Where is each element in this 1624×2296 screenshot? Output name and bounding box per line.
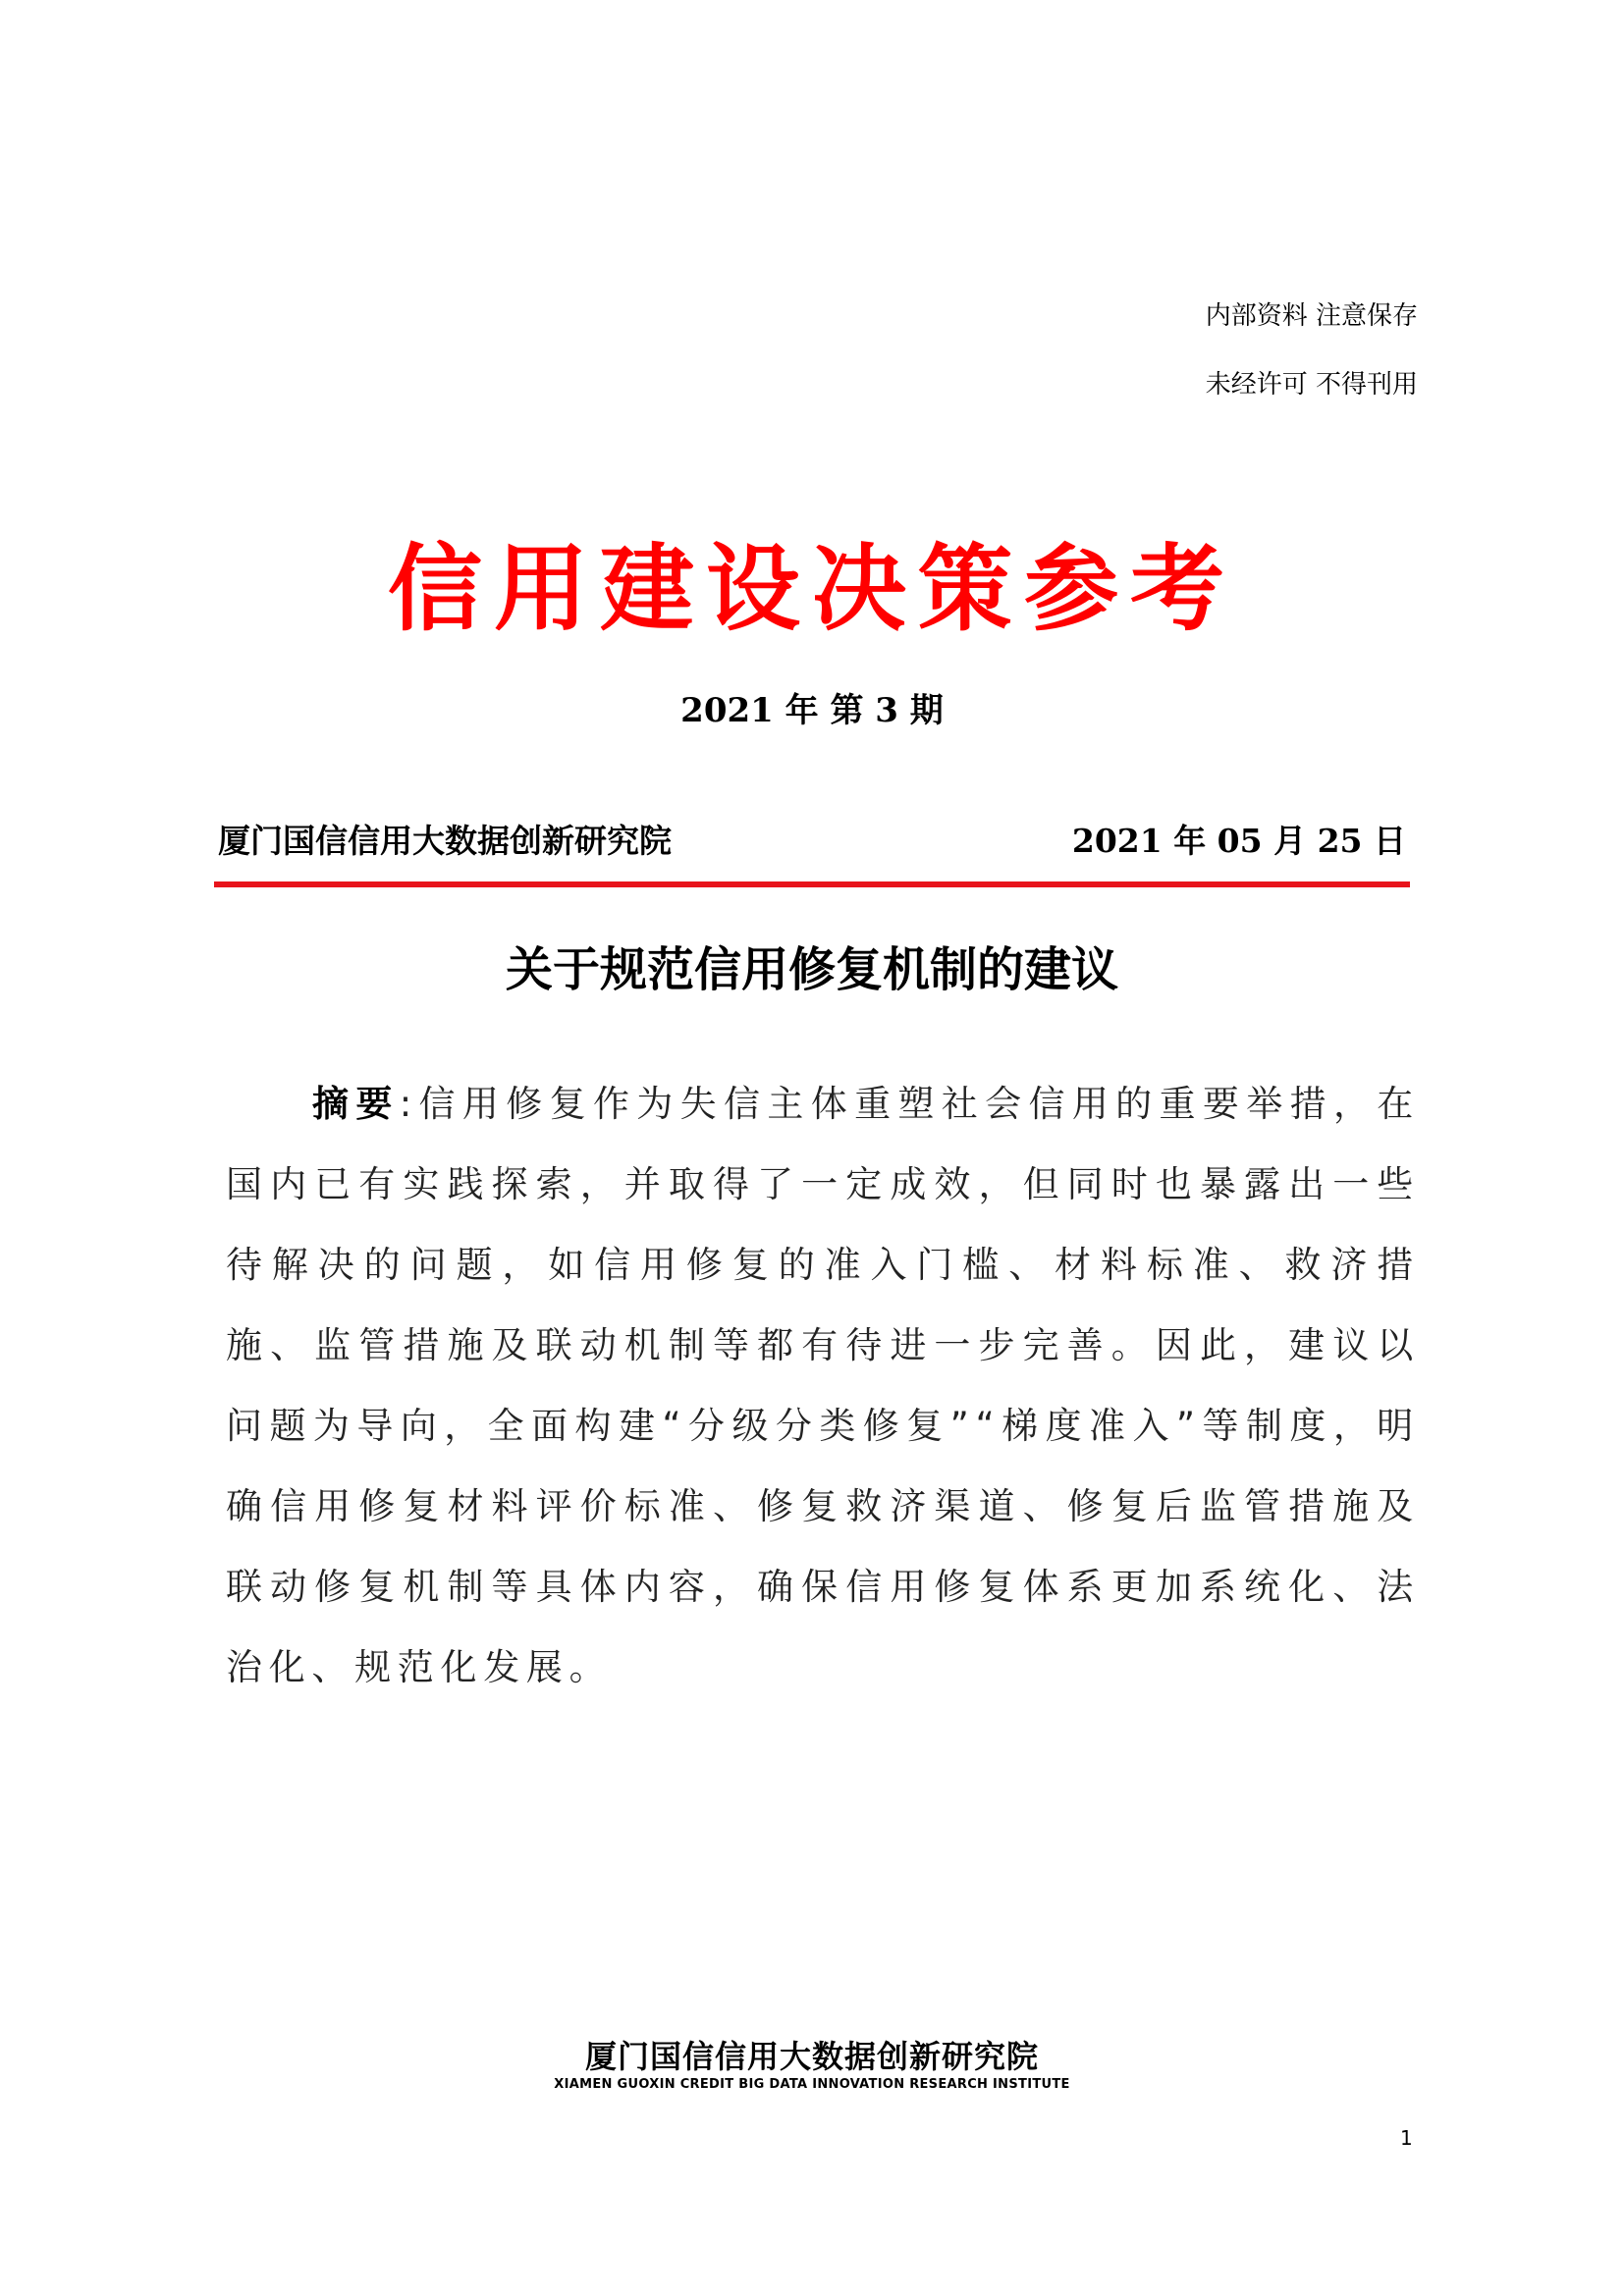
abstract-paragraph (226, 1064, 1420, 1708)
organization-name: 厦门国信信用大数据创新研究院 (218, 821, 672, 860)
abstract-label: 摘要 (312, 1083, 400, 1125)
institute-logo (0, 2037, 1624, 2094)
page-number: 1 (1400, 2126, 1413, 2150)
confidential-notice: 内部资料 注意保存 (1205, 301, 1418, 331)
publication-meta (218, 817, 1406, 860)
masthead-title: 信用建设决策参考 (388, 533, 1236, 644)
logo-english-name: XIAMEN GUOXIN CREDIT BIG DATA INNOVATION RESEARCH INSTITUTE (554, 2077, 1070, 2092)
logo-chinese-name: 厦门国信信用大数据创新研究院 (584, 2038, 1039, 2075)
red-divider (214, 881, 1410, 887)
reprint-notice: 未经许可 不得刊用 (1205, 370, 1418, 400)
abstract-text: :信用修复作为失信主体重塑社会信用的重要举措，在国内已有实践探索，并取得了一定成效，但同时也暴露出一些待解决的问题，如信用修复的准入门槛、材料标准、救济措施、监管措施及联动机制等都有待进一步完善。因此，建议以问题为导向，全面构建“分级分类修复”“梯度准入”等制度，明确信用修复材料评价标准、修复救济渠道、修复后监管措施及联动修复机制等具体内容，确保信用修复体系更加系统化、法治化、规范化发展。 (226, 1083, 1421, 1688)
publication-date: 2021 年 05 月 25 日 (1071, 821, 1406, 860)
issue-number: 2021 年 第 3 期 (680, 691, 944, 730)
article-title: 关于规范信用修复机制的建议 (505, 942, 1118, 997)
